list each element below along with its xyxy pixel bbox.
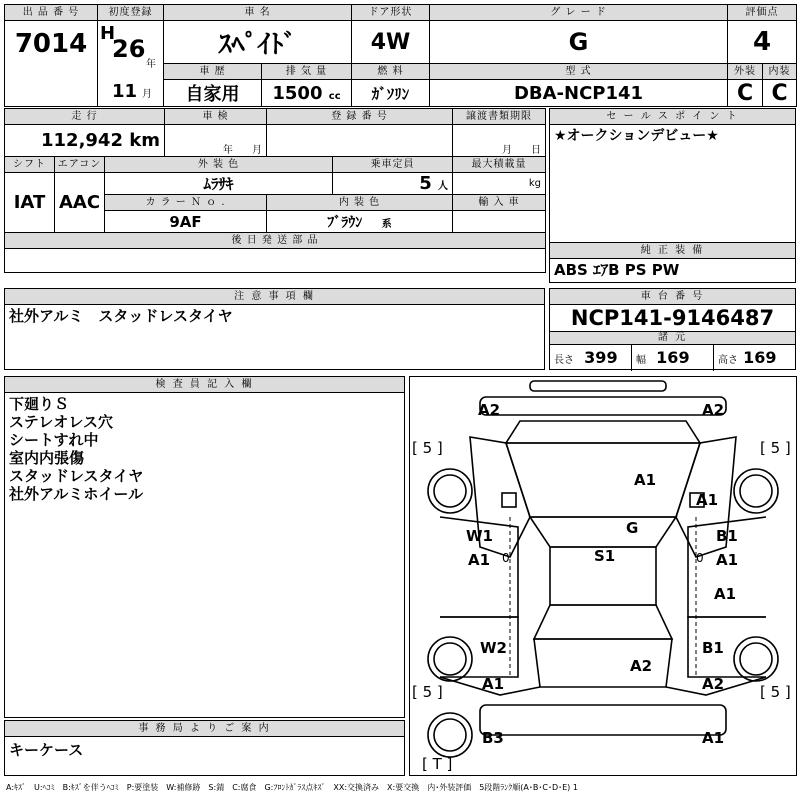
header-table — [4, 4, 797, 107]
lot-label: 出 品 番 号 — [5, 5, 98, 21]
mileage-label: 走 行 — [5, 109, 165, 125]
vehicle-info-table — [4, 108, 546, 273]
history-label: 車 歴 — [164, 64, 262, 80]
rear-window — [534, 605, 672, 639]
intcolor-label: 内 装 色 — [267, 195, 453, 211]
history: 自家用 — [164, 80, 262, 107]
car-name: ｽﾍﾟｲﾄﾞ — [164, 21, 352, 64]
damage-mark: A1 — [634, 471, 657, 489]
fuel: ｶﾞｿﾘﾝ — [352, 80, 430, 107]
office-box — [4, 720, 405, 776]
tire-left-rear-rim — [434, 643, 466, 675]
reg-year: 26 — [112, 35, 146, 63]
grade: G — [430, 21, 728, 64]
damage-mark: A1 — [468, 551, 491, 569]
inspector-box — [4, 376, 405, 718]
damage-mark: B3 — [482, 729, 504, 747]
front-bumper — [480, 397, 726, 415]
tr-month: 月 — [501, 145, 512, 156]
capacity-cell — [333, 173, 453, 195]
inspector-notes — [5, 393, 404, 505]
displacement: 1500 — [272, 82, 323, 104]
intcolor-unit: 系 — [381, 218, 392, 230]
model-label: 型 式 — [430, 64, 728, 80]
width: 169 — [656, 348, 690, 367]
shift-label: シフト — [5, 157, 55, 173]
inspector-line: 社外アルミホイール — [9, 485, 144, 503]
inspector-line: スタッドレスタイヤ — [9, 467, 144, 485]
chassis-number: NCP141-9146487 — [550, 305, 795, 332]
spec-label: 諸 元 — [550, 332, 795, 345]
caution: 社外アルミ スタッドレスタイヤ — [9, 307, 233, 325]
int-label: 内装 — [763, 64, 797, 80]
ins-month: 月 — [252, 145, 262, 156]
inspector-line: 室内内張傷 — [9, 449, 85, 467]
office-note: キーケース — [9, 741, 84, 759]
car-damage-diagram — [409, 376, 797, 776]
rear-bumper — [480, 705, 726, 735]
sales-label: セ ー ル ス ポ イ ン ト — [550, 109, 795, 125]
damage-mark: B1 — [716, 527, 738, 545]
width-cell — [632, 345, 714, 371]
car-outline — [410, 377, 796, 775]
inspector-line: シートすれ中 — [9, 431, 99, 449]
first-reg-label: 初度登録 — [98, 5, 164, 21]
tire-rating: [ 5 ] — [412, 683, 443, 701]
later-label: 後 日 発 送 部 品 — [5, 233, 546, 249]
tire-left-front-rim — [434, 475, 466, 507]
load-unit: kg — [453, 173, 546, 195]
displacement-unit: cc — [328, 90, 341, 102]
inspector-line: 下廻りＳ — [9, 395, 70, 413]
mileage-cell — [5, 125, 165, 157]
damage-mark: A1 — [714, 585, 737, 603]
equip-label: 純 正 装 備 — [550, 243, 795, 259]
front-bumper-outline — [530, 381, 666, 391]
tire-right-front-rim — [740, 475, 772, 507]
reg-month: 11 — [112, 81, 138, 102]
damage-mark: A2 — [630, 657, 653, 675]
capacity: 5 — [419, 173, 432, 194]
inspection-cell — [165, 125, 267, 157]
tire-rating: [ 5 ] — [760, 439, 791, 457]
damage-mark: A1 — [696, 491, 719, 509]
hood — [506, 443, 700, 517]
intcolor-cell — [267, 211, 453, 233]
month-unit: 月 — [142, 89, 152, 100]
damage-mark: G — [626, 519, 639, 537]
import-value — [453, 211, 546, 233]
car-name-label: 車 名 — [164, 5, 352, 21]
inspector-line: ステレオレス穴 — [9, 413, 113, 431]
color-label: 外 装 色 — [105, 157, 333, 173]
wid-label: 幅 — [636, 355, 646, 366]
windshield — [530, 517, 676, 547]
ext-label: 外装 — [728, 64, 763, 80]
score-label: 評価点 — [728, 5, 797, 21]
damage-mark: A2 — [702, 675, 725, 693]
chassis-box — [549, 288, 796, 370]
tire-right-rear-rim — [740, 643, 772, 675]
spare-tire-rim — [434, 719, 466, 751]
tire-rating: [ 5 ] — [412, 439, 443, 457]
reg-number — [267, 125, 453, 157]
year-unit: 年 — [146, 59, 156, 70]
right-rear-door — [688, 617, 766, 677]
sales-point-box — [549, 108, 796, 244]
reg-label: 登 録 番 号 — [267, 109, 453, 125]
equipment: ABS ｴｱB PS PW — [554, 261, 680, 279]
damage-mark: A2 — [702, 401, 725, 419]
score: 4 — [728, 21, 797, 64]
displacement-label: 排 気 量 — [262, 64, 352, 80]
door-type: 4W — [352, 21, 430, 64]
ins-year: 年 — [222, 145, 233, 156]
damage-mark: A2 — [478, 401, 501, 419]
grade-label: グ レ ー ド — [430, 5, 728, 21]
colorno: 9AF — [105, 211, 267, 233]
ac-label: エアコン — [55, 157, 105, 173]
inspector-label: 検 査 員 記 入 欄 — [5, 377, 404, 393]
damage-mark: A1 — [716, 551, 739, 569]
chassis-label: 車 台 番 号 — [550, 289, 795, 305]
capacity-unit: 人 — [438, 181, 449, 192]
height-cell — [714, 345, 795, 371]
length: 399 — [584, 348, 618, 367]
ac: AAC — [55, 173, 105, 233]
grille — [506, 421, 700, 443]
tr-day: 日 — [531, 145, 542, 156]
legend: A:ｷｽﾞ U:ﾍｺﾐ B:ｷｽﾞを伴うﾍｺﾐ P:要塗装 W:補修跡 S:錆 C:腐食 G:ﾌﾛﾝﾄｶﾞﾗｽ点ｷｽﾞ XX:交換済み X:要交換 内･外装評価 5段階ﾗﾝｸ順(A･B･C･D･E) 1 — [6, 783, 578, 792]
damage-mark: S1 — [594, 547, 616, 565]
model: DBA-NCP141 — [430, 80, 728, 107]
mileage-unit: km — [129, 130, 160, 151]
intcolor: ﾌﾞﾗｳﾝ — [327, 214, 363, 231]
colorno-label: カ ラ ー Ｎ ｏ . — [105, 195, 267, 211]
damage-mark: W2 — [480, 639, 507, 657]
tire-rating: [ 5 ] — [760, 683, 791, 701]
transfer-label: 譲渡書類期限 — [453, 109, 546, 125]
damage-mark: B1 — [702, 639, 724, 657]
office-label: 事 務 局 よ り ご 案 内 — [5, 721, 404, 737]
shift: IAT — [5, 173, 55, 233]
later-parts — [5, 249, 546, 273]
tire-rating: [ T ] — [422, 755, 453, 773]
transfer-cell — [453, 125, 546, 157]
load-label: 最大積載量 — [453, 157, 546, 173]
door-label: ドア形状 — [352, 5, 430, 21]
lot-number: 7014 — [5, 21, 98, 107]
zero-mark: 0 — [502, 551, 510, 565]
left-mirror — [502, 493, 516, 507]
length-cell — [550, 345, 632, 371]
fuel-label: 燃 料 — [352, 64, 430, 80]
zero-mark: 0 — [696, 551, 704, 565]
equipment-box — [549, 242, 796, 283]
int-grade: C — [763, 80, 797, 107]
len-label: 長さ — [554, 355, 574, 366]
caution-box — [4, 288, 545, 370]
height: 169 — [743, 348, 777, 367]
damage-mark: W1 — [466, 527, 493, 545]
damage-mark: A1 — [702, 729, 725, 747]
era: H — [100, 23, 116, 44]
ext-grade: C — [728, 80, 763, 107]
hei-label: 高さ — [718, 355, 738, 366]
inspection-label: 車 検 — [165, 109, 267, 125]
capacity-label: 乗車定員 — [333, 157, 453, 173]
damage-mark: A1 — [482, 675, 505, 693]
sales-point: ★オークションデビュー★ — [554, 128, 719, 144]
import-label: 輸 入 車 — [453, 195, 546, 211]
mileage: 112,942 — [41, 130, 123, 151]
first-reg-cell — [98, 21, 164, 107]
displacement-cell — [262, 80, 352, 107]
dimensions — [550, 345, 795, 371]
color: ﾑﾗｻｷ — [105, 173, 333, 195]
caution-label: 注 意 事 項 欄 — [5, 289, 544, 305]
